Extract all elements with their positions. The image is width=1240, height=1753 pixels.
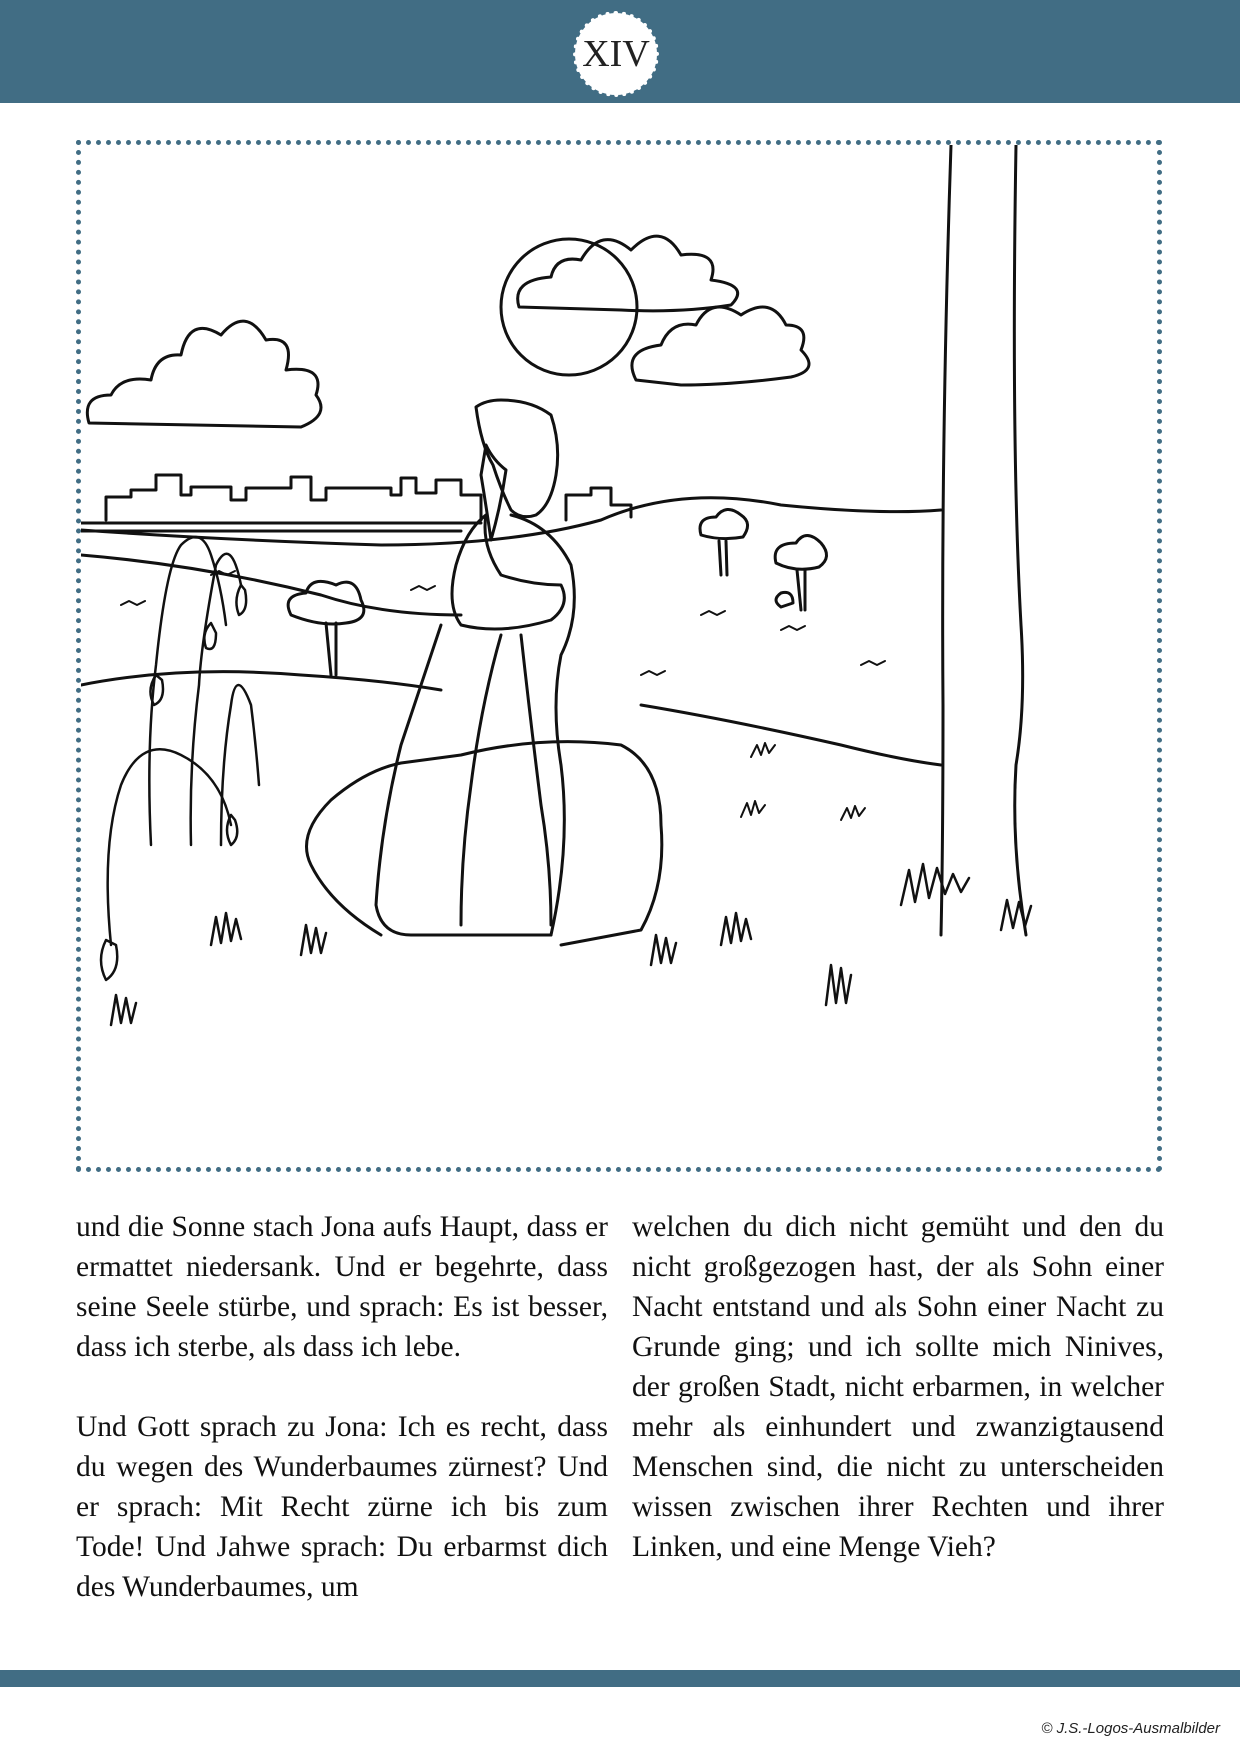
paragraph-2: Und Gott sprach zu Jona: Ich es recht, dass du wegen des Wunderbaumes zürnest? Und er sprach: Mit Recht zürne ich bis zum Tode! Und Jahwe sprach: Du erbarmst dich des Wunderbaumes, um (76, 1411, 608, 1603)
cloud-left (87, 321, 321, 427)
city-skyline (106, 475, 481, 520)
hill-line-mid (81, 555, 461, 615)
meadow-line (641, 705, 941, 765)
paragraph-3: welchen du dich nicht gemüht und den du nicht großgezogen hast, der als Sohn einer Nacht entstand und als Sohn einer Nacht zu Grunde ging; und ich sollte mich Ninives, der großen Stadt, nicht erbarmen, in welcher mehr als einhundert und zwanzigtausend Menschen sind, die nicht zu unterscheiden wissen zwischen ihrer Rechten und ihrer Linken, und eine Menge Vieh? (632, 1211, 1164, 1563)
jonah-figure (376, 400, 574, 935)
illustration-frame (76, 140, 1162, 1172)
copyright-notice: © J.S.-Logos-Ausmalbilder (1041, 1720, 1220, 1737)
tree-trunk (941, 145, 1026, 935)
cloud-right (632, 307, 809, 385)
hill-line-front (81, 672, 441, 690)
grass-ticks (121, 571, 885, 820)
text-column-left (76, 1207, 608, 1647)
jonah-illustration (81, 145, 1157, 1167)
page-number: XIV (582, 33, 650, 75)
paragraph-1: und die Sonne stach Jona aufs Haupt, dass er ermattet niedersank. Und er begehrte, dass seine Seele stürbe, und sprach: Es ist besser, dass ich sterbe, als dass ich lebe. (76, 1211, 608, 1363)
page-number-badge (578, 16, 654, 92)
tree-small-2 (700, 509, 748, 575)
tree-small-3 (775, 536, 826, 611)
footer-band (0, 1670, 1240, 1687)
rock (307, 742, 662, 945)
text-column-right (632, 1207, 1164, 1607)
city-base (81, 523, 481, 531)
city-skyline-right (566, 488, 631, 520)
